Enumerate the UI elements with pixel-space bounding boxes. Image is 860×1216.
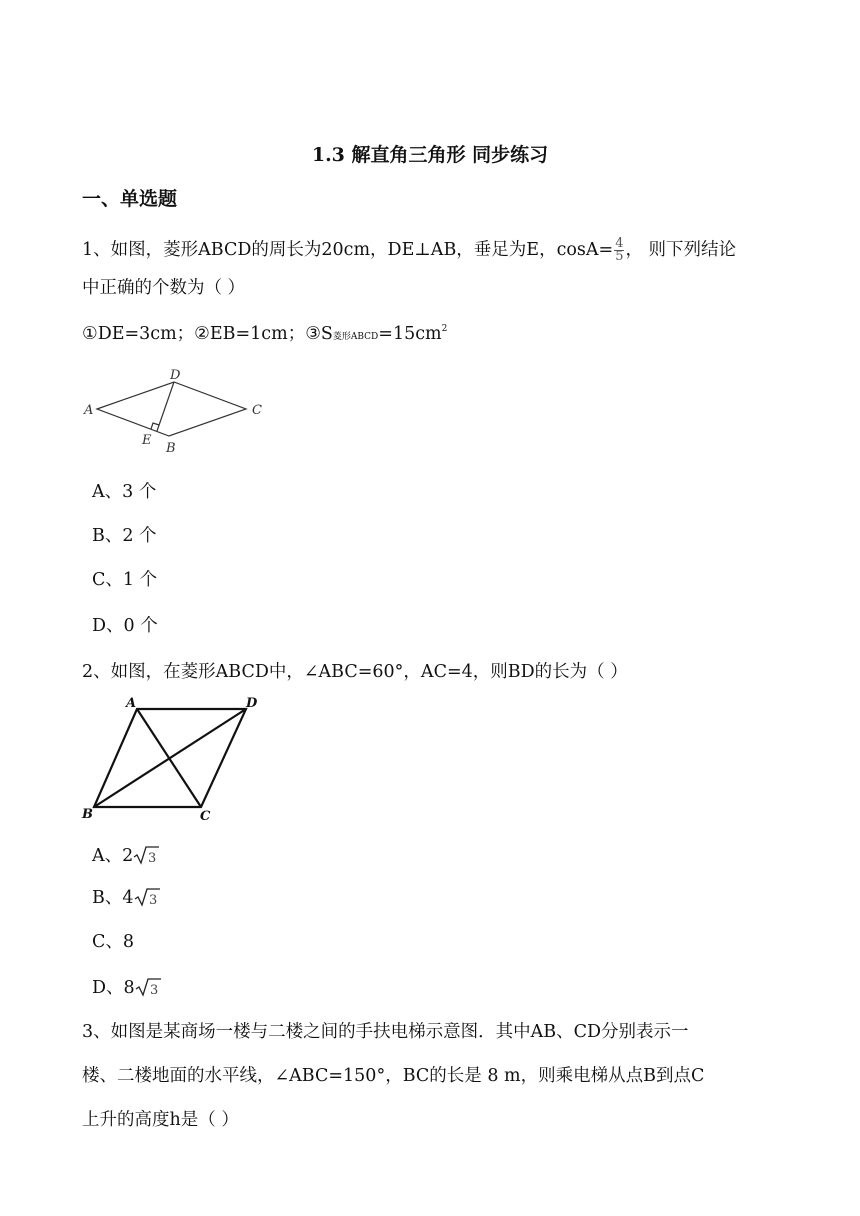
q2-option-c-text: C、8 xyxy=(92,932,135,952)
q3-line2: 楼、二楼地面的水平线，∠ABC=150°，BC的长是 8 m，则乘电梯从点B到点C xyxy=(82,1066,705,1086)
radicand: 3 xyxy=(148,851,157,865)
q2-option-a-text: A、2 xyxy=(92,846,134,866)
radicand: 3 xyxy=(148,893,157,907)
label-d: D xyxy=(246,696,258,711)
q2-option-c xyxy=(92,928,134,953)
segment-de xyxy=(157,382,174,431)
sqrt-icon xyxy=(135,977,161,997)
q1-line3-text: ①DE=3cm；②EB=1cm；③S xyxy=(82,324,333,344)
label-d: D xyxy=(170,368,181,383)
label-b: B xyxy=(166,441,176,456)
q1-line3-value: =15cm xyxy=(378,324,442,344)
q1-fraction xyxy=(614,238,624,263)
q1-line3-subscript: 菱形ABCD xyxy=(332,332,379,342)
q2-option-a xyxy=(92,842,159,867)
q3-line3: 上升的高度h是（ ） xyxy=(82,1110,239,1130)
label-c: C xyxy=(200,809,211,824)
label-b: B xyxy=(82,807,93,822)
q1-line2: 中正确的个数为（ ） xyxy=(82,278,246,298)
label-c: C xyxy=(252,403,262,418)
label-a: A xyxy=(84,403,94,418)
sqrt-icon xyxy=(134,887,160,907)
q2-option-b-text: B、4 xyxy=(92,888,134,908)
q1-line3-superscript: 2 xyxy=(441,324,448,334)
q1-line1 xyxy=(82,236,736,263)
q1-line1-text: 1、如图，菱形ABCD的周长为20cm，DE⊥AB，垂足为E，cosA= xyxy=(82,240,614,260)
label-e: E xyxy=(142,433,152,448)
q1-option-c: C、1 个 xyxy=(92,570,158,590)
sqrt-icon xyxy=(133,845,159,865)
q2-option-d-text: D、8 xyxy=(92,978,135,998)
page-title: 1.3 解直角三角形 同步练习 xyxy=(311,144,549,166)
q1-option-d: D、0 个 xyxy=(92,616,158,636)
q1-frac-den: 5 xyxy=(615,249,624,264)
q3-line1: 3、如图是某商场一楼与二楼之间的手扶电梯示意图．其中AB、CD分别表示一 xyxy=(82,1022,689,1042)
q1-line1-tail: ， 则下列结论 xyxy=(625,240,737,260)
q2-option-b xyxy=(92,884,160,909)
q1-frac-num: 4 xyxy=(615,236,624,251)
q2-text: 2、如图，在菱形ABCD中，∠ABC=60°，AC=4，则BD的长为（ ） xyxy=(82,662,628,682)
section-heading: 一、单选题 xyxy=(82,188,178,210)
label-a: A xyxy=(126,696,137,711)
radicand: 3 xyxy=(149,983,158,997)
q1-rhombus-figure xyxy=(80,362,270,458)
q1-line3 xyxy=(82,320,447,345)
q1-option-a: A、3 个 xyxy=(92,482,157,502)
q2-rhombus-figure xyxy=(80,694,266,826)
q2-option-d xyxy=(92,974,161,999)
q1-option-b: B、2 个 xyxy=(92,526,157,546)
